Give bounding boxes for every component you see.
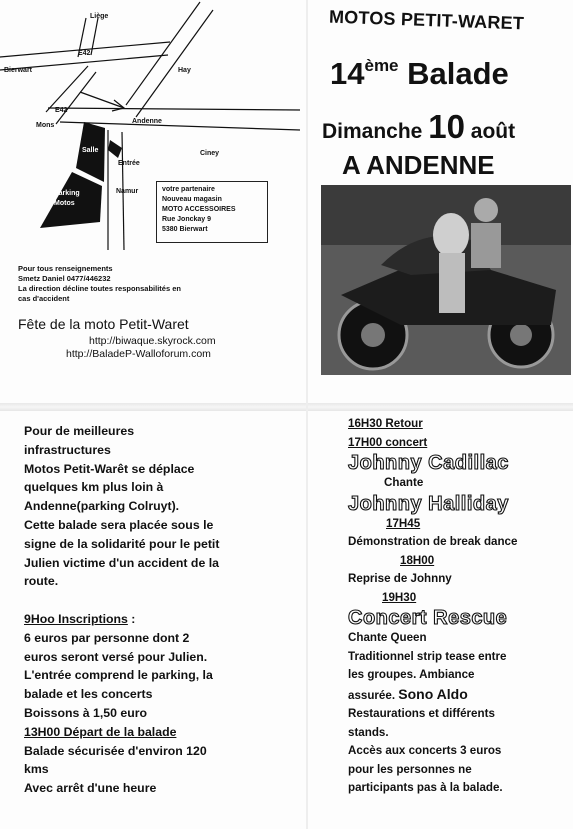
info-line: La direction décline toutes responsabilités en	[18, 284, 181, 293]
partner-line: MOTO ACCESSOIRES	[162, 206, 236, 213]
partner-line: 5380 Bierwart	[162, 226, 208, 233]
chante-label: Chante	[384, 476, 424, 489]
motorcycle-image	[321, 185, 571, 375]
map-label-namur: Namur	[116, 188, 139, 195]
break-dance: Démonstration de break dance	[348, 535, 518, 548]
rest-line: Restaurations et différents	[348, 707, 495, 720]
fete-title: Fête de la moto Petit-Waret	[18, 316, 189, 332]
intro-line: Julien victime d'un accident de la	[24, 555, 219, 570]
intro-line: Andenne(parking Colruyt).	[24, 499, 180, 514]
insc-line: balade et les concerts	[24, 687, 153, 702]
band-concert-rescue: Concert Rescue	[348, 607, 508, 629]
sono-line	[348, 685, 573, 706]
date-day: Dimanche	[322, 120, 423, 143]
map-label-e42-lower: E42	[55, 107, 68, 114]
partner-line: Nouveau magasin	[162, 196, 222, 203]
strip-line: Traditionnel strip tease entre	[348, 649, 507, 663]
map-label-e42: E42	[78, 50, 91, 57]
info-line: cas d'accident	[18, 294, 70, 303]
info-line: Pour tous renseignements	[18, 264, 113, 273]
map-label-bierwart: Bierwart	[4, 67, 33, 74]
rest-line: participants pas à la balade.	[348, 781, 503, 794]
intro-line: infrastructures	[24, 442, 111, 457]
band-johnny-cadillac: Johnny Cadillac	[348, 452, 509, 474]
depart-line: Balade sécurisée d'environ 120	[24, 743, 207, 758]
depart-line: Avec arrêt d'une heure	[24, 781, 157, 796]
intro-line: signe de la solidarité pour le petit	[24, 536, 220, 551]
artist-johnny-halliday: Johnny Halliday	[348, 492, 509, 515]
sono-aldo: Sono Aldo	[398, 685, 468, 702]
schedule-concert: 17H00 concert	[348, 435, 428, 449]
map-label-liege: Liège	[90, 13, 109, 20]
schedule-1800: 18H00	[400, 553, 435, 567]
page-fold	[0, 403, 573, 411]
event-city: A ANDENNE	[342, 150, 495, 180]
depart-line: kms	[24, 762, 49, 777]
depart-heading: 13H00 Départ de la balade	[24, 724, 177, 739]
partner-box	[156, 181, 268, 243]
map-label-mons: Mons	[36, 122, 55, 129]
inscriptions-heading	[24, 610, 294, 629]
map-label-parking: Parking	[54, 190, 80, 197]
balade-number: 14	[330, 56, 365, 91]
rest-line: stands.	[348, 725, 389, 739]
balade-title	[330, 56, 509, 92]
contact-info	[18, 264, 181, 304]
url-skyrock[interactable]: http://biwaque.skyrock.com	[89, 335, 216, 347]
map-label-ciney: Ciney	[200, 150, 220, 157]
rest-line: pour les personnes ne	[348, 762, 472, 776]
schedule-retour: 16H30 Retour	[348, 417, 423, 430]
map-label-motos: Motos	[54, 200, 75, 207]
inscriptions-colon: :	[127, 611, 136, 626]
motorcycle-photo	[321, 185, 571, 375]
brand-title: MOTOS PETIT-WARET	[328, 6, 525, 34]
insc-line: Boissons à 1,50 euro	[24, 705, 148, 720]
event-date	[322, 108, 515, 146]
balade-word: Balade	[407, 56, 509, 91]
map-label-salle: Salle	[82, 147, 99, 154]
info-line: Smetz Daniel 0477/446232	[18, 274, 111, 283]
map-label-andenne: Andenne	[132, 118, 162, 125]
partner-line: votre partenaire	[162, 186, 215, 193]
insc-line: euros seront versé pour Julien.	[24, 649, 208, 664]
assuree-text: assurée.	[348, 688, 396, 702]
insc-line: 6 euros par personne dont 2	[24, 630, 190, 645]
schedule-1930: 19H30	[382, 590, 417, 604]
inscriptions-title: 9Hoo Inscriptions	[24, 611, 128, 626]
date-number: 10	[428, 108, 465, 145]
date-month: août	[470, 120, 516, 143]
column-fold	[306, 0, 308, 829]
location-map	[0, 0, 300, 260]
event-description	[24, 422, 294, 798]
intro-line: Motos Petit-Warêt se déplace	[24, 461, 195, 476]
url-forum[interactable]: http://BaladeP-Walloforum.com	[66, 348, 211, 360]
reprise-johnny: Reprise de Johnny	[348, 572, 452, 585]
intro-line: quelques km plus loin à	[24, 480, 164, 495]
balade-suffix: ème	[364, 56, 399, 75]
intro-line: route.	[24, 574, 59, 589]
partner-line: Rue Jonckay 9	[162, 216, 212, 223]
program-schedule	[348, 415, 573, 798]
map-label-entree: Entrée	[118, 160, 140, 167]
insc-line: L'entrée comprend le parking, la	[24, 668, 213, 683]
intro-line: Pour de meilleures	[24, 424, 135, 438]
strip-line: les groupes. Ambiance	[348, 668, 475, 681]
intro-line: Cette balade sera placée sous le	[24, 517, 214, 532]
rest-line: Accès aux concerts 3 euros	[348, 744, 502, 757]
map-label-hay: Hay	[178, 67, 191, 74]
chante-queen: Chante Queen	[348, 631, 427, 644]
schedule-1745: 17H45	[386, 516, 421, 530]
